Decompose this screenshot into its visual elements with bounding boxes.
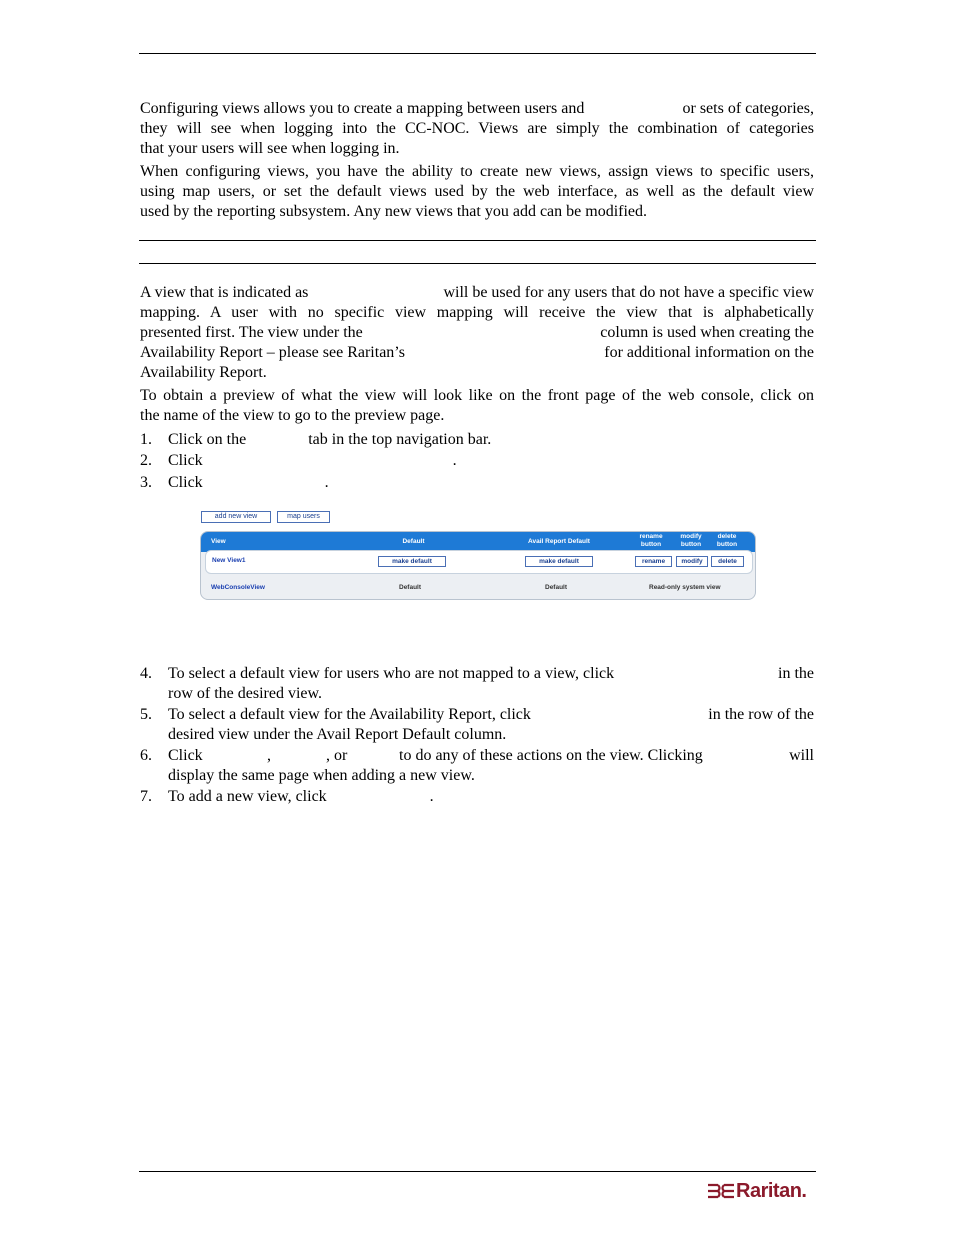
header-avail-report-default: Avail Report Default [528, 538, 590, 545]
text-line: used by the reporting subsystem. Any new views that you add can be modified. [140, 203, 648, 220]
text-line: using map users, or set the default views used by the web interface, as well as the default view [140, 183, 814, 200]
text-line: When configuring views, you have the ability to create new views, assign views to specific users, [140, 163, 814, 180]
views-screenshot [200, 510, 756, 602]
read-only-label: Read-only system view [649, 584, 721, 591]
header-default: Default [402, 538, 425, 545]
text-fragment: . [324, 474, 329, 491]
view-name-link[interactable]: WebConsoleView [211, 584, 265, 591]
header-modify: modify button [680, 533, 702, 548]
map-users-button[interactable]: map users [277, 511, 330, 523]
section-rule-bottom [139, 263, 816, 264]
text-line [168, 705, 814, 725]
add-new-view-button[interactable]: add new view [201, 511, 271, 523]
text-fragment: A view that is indicated as [140, 284, 309, 301]
intro-paragraph-2 [140, 162, 814, 222]
text-fragment: , [267, 747, 271, 764]
defaults-paragraph-1 [140, 283, 814, 383]
text-fragment: tab in the top navigation bar. [308, 431, 492, 448]
text-fragment: in the [778, 665, 814, 682]
step-text [168, 473, 814, 493]
default-value: Default [399, 584, 422, 591]
text-line [140, 323, 814, 343]
table-row [205, 550, 753, 574]
step-number: 3. [140, 474, 152, 491]
text-fragment: will be used for any users that do not have a specific view [443, 284, 814, 301]
text-fragment: . [452, 452, 457, 469]
text-fragment: Click [168, 474, 203, 491]
step-number: 4. [140, 665, 152, 682]
step-text [168, 787, 814, 807]
text-line: they will see when logging into the CC-NOC. Views are simply the combination of categories [140, 120, 814, 137]
step-text [168, 705, 814, 745]
view-name-link[interactable]: New View1 [212, 557, 246, 564]
header-delete: delete button [716, 533, 738, 548]
delete-button[interactable]: delete [711, 556, 744, 567]
avail-default-value: Default [545, 584, 568, 591]
step-text [168, 746, 814, 786]
raritan-logo [706, 1179, 814, 1203]
text-line: that your users will see when logging in. [140, 140, 400, 157]
text-fragment: Configuring views allows you to create a mapping between users and [140, 100, 585, 117]
text-fragment: will [789, 747, 814, 764]
text-fragment: for additional information on the [604, 344, 814, 361]
make-avail-default-button[interactable]: make default [525, 556, 593, 567]
rename-button[interactable]: rename [635, 556, 672, 567]
logo-wordmark: Raritan. [736, 1180, 807, 1202]
text-line: mapping. A user with no specific view mapping will receive the view that is alphabetically [140, 304, 814, 321]
header-view: View [211, 538, 226, 545]
make-default-button[interactable]: make default [378, 556, 446, 567]
step-text [168, 664, 814, 704]
footer-rule [139, 1171, 816, 1172]
text-line: Availability Report. [140, 364, 267, 381]
step-number: 2. [140, 452, 152, 469]
text-line [140, 343, 814, 363]
text-line [168, 664, 814, 684]
step-text [168, 451, 814, 471]
step-number: 6. [140, 747, 152, 764]
raritan-logo-mark-icon [706, 1179, 736, 1203]
text-fragment: Click [168, 452, 203, 469]
text-fragment: To select a default view for users who are not mapped to a view, click [168, 665, 615, 682]
header-rule [139, 53, 816, 54]
views-table [200, 531, 756, 600]
text-line: To obtain a preview of what the view will look like on the front page of the web console, click on [140, 387, 814, 404]
defaults-paragraph-2 [140, 386, 814, 426]
step-number: 5. [140, 706, 152, 723]
text-fragment: Click on the [168, 431, 247, 448]
intro-paragraph-1 [140, 99, 814, 159]
text-fragment: . [429, 788, 434, 805]
text-fragment: To add a new view, click [168, 788, 327, 805]
text-line [140, 283, 814, 303]
text-fragment: presented first. The view under the [140, 324, 363, 341]
header-rename: rename button [639, 533, 663, 548]
step-number: 1. [140, 431, 152, 448]
step-text [168, 430, 814, 450]
table-header [201, 532, 755, 552]
text-fragment: Click [168, 747, 203, 764]
text-line [168, 746, 814, 766]
text-line: display the same page when adding a new view. [168, 767, 475, 784]
text-fragment: in the row of the [708, 706, 814, 723]
modify-button[interactable]: modify [676, 556, 708, 567]
text-fragment: or sets of categories, [682, 100, 814, 117]
text-fragment: Availability Report – please see Raritan’s [140, 344, 405, 361]
text-fragment: , or [326, 747, 348, 764]
text-line [140, 99, 814, 119]
text-fragment: to do any of these actions on the view. Clicking [399, 747, 703, 764]
text-fragment: To select a default view for the Availability Report, click [168, 706, 531, 723]
text-fragment: column is used when creating the [600, 324, 814, 341]
step-number: 7. [140, 788, 152, 805]
section-rule-top [139, 240, 816, 241]
text-line: desired view under the Avail Report Default column. [168, 726, 507, 743]
text-line: the name of the view to go to the preview page. [140, 407, 445, 424]
text-line: row of the desired view. [168, 685, 323, 702]
